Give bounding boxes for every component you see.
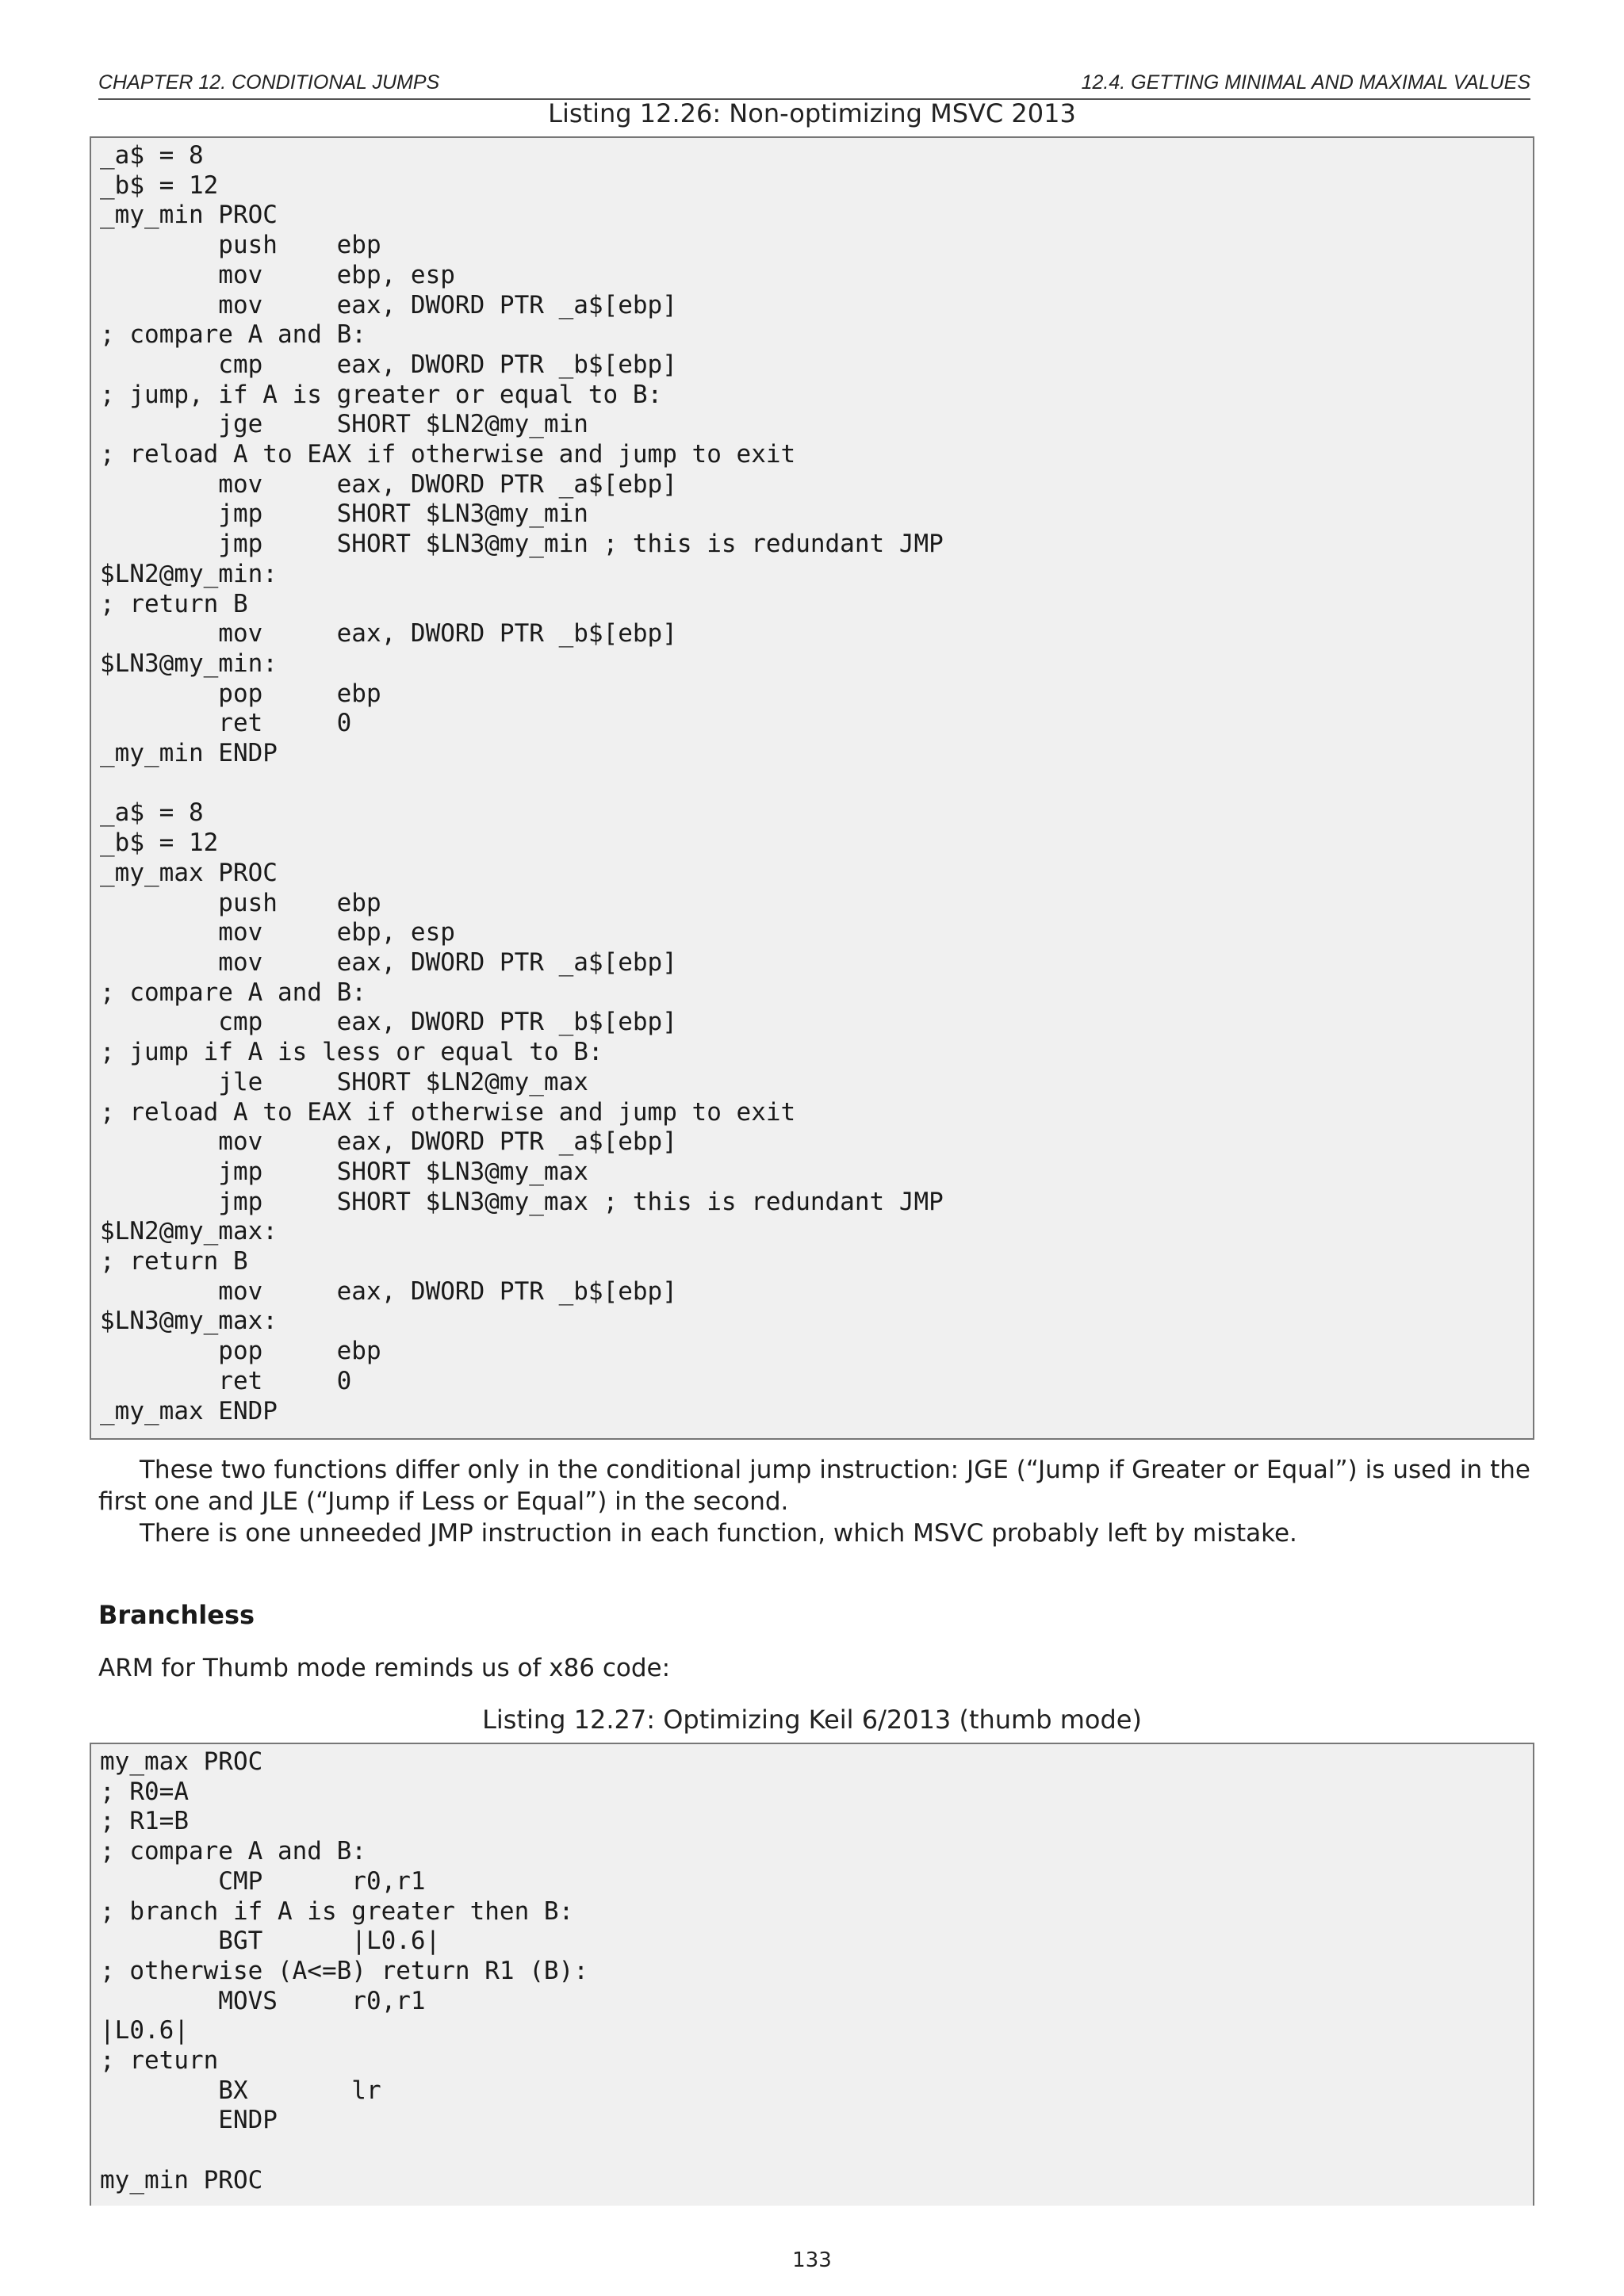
code-listing-keil	[90, 1743, 1534, 2206]
chapter-title: CHAPTER 12. CONDITIONAL JUMPS	[98, 71, 440, 94]
body-paragraph: These two functions differ only in the conditional jump instruction: JGE (“Jump if Greater or Equal”) is used in the first one and JLE (“Jump if Less or Equal”) in the second.	[98, 1456, 1530, 1516]
section-heading: Branchless	[98, 1600, 255, 1630]
code-block: _a$ = 8 _b$ = 12 _my_min PROC push ebp mov ebp, esp mov eax, DWORD PTR _a$[ebp] ; compare A and B: cmp eax, DWORD PTR _b$[ebp] ; jump, if A is greater or equal to B: jge SHORT $LN2@my_min ; reload A to EAX if otherwise and jump to exit mov eax, DWORD PTR _a$[ebp] jmp SHORT $LN3@my_min jmp SHORT $LN3@my_min ; this is redundant JMP $LN2@my_min: ; return B mov eax, DWORD PTR _b$[ebp] $LN3@my_min: pop ebp ret 0 _my_min ENDP _a$ = 8 _b$ = 12 _my_max PROC push ebp mov ebp, esp mov eax, DWORD PTR _a$[ebp] ; compare A and B: cmp eax, DWORD PTR _b$[ebp] ; jump if A is less or equal to B: jle SHORT $LN2@my_max ; reload A to EAX if otherwise and jump to exit mov eax, DWORD PTR _a$[ebp] jmp SHORT $LN3@my_max jmp SHORT $LN3@my_max ; this is redundant JMP $LN2@my_max: ; return B mov eax, DWORD PTR _b$[ebp] $LN3@my_max: pop ebp ret 0 _my_max ENDP	[100, 141, 944, 1425]
listing-caption: Listing 12.27: Optimizing Keil 6/2013 (thumb mode)	[482, 1705, 1142, 1735]
body-paragraph: There is one unneeded JMP instruction in each function, which MSVC probably left by mistake.	[140, 1519, 1297, 1548]
code-listing-msvc	[90, 136, 1534, 1440]
body-paragraph: ARM for Thumb mode reminds us of x86 code:	[98, 1654, 671, 1682]
page-number: 133	[792, 2248, 832, 2272]
listing-caption: Listing 12.26: Non-optimizing MSVC 2013	[548, 98, 1076, 128]
code-block: my_max PROC ; R0=A ; R1=B ; compare A and B: CMP r0,r1 ; branch if A is greater then B: BGT |L0.6| ; otherwise (A<=B) return R1 (B): MOVS r0,r1 |L0.6| ; return BX lr ENDP my_min PROC	[100, 1747, 588, 2195]
section-title: 12.4. GETTING MINIMAL AND MAXIMAL VALUES	[1081, 71, 1530, 94]
running-header	[98, 68, 1530, 100]
